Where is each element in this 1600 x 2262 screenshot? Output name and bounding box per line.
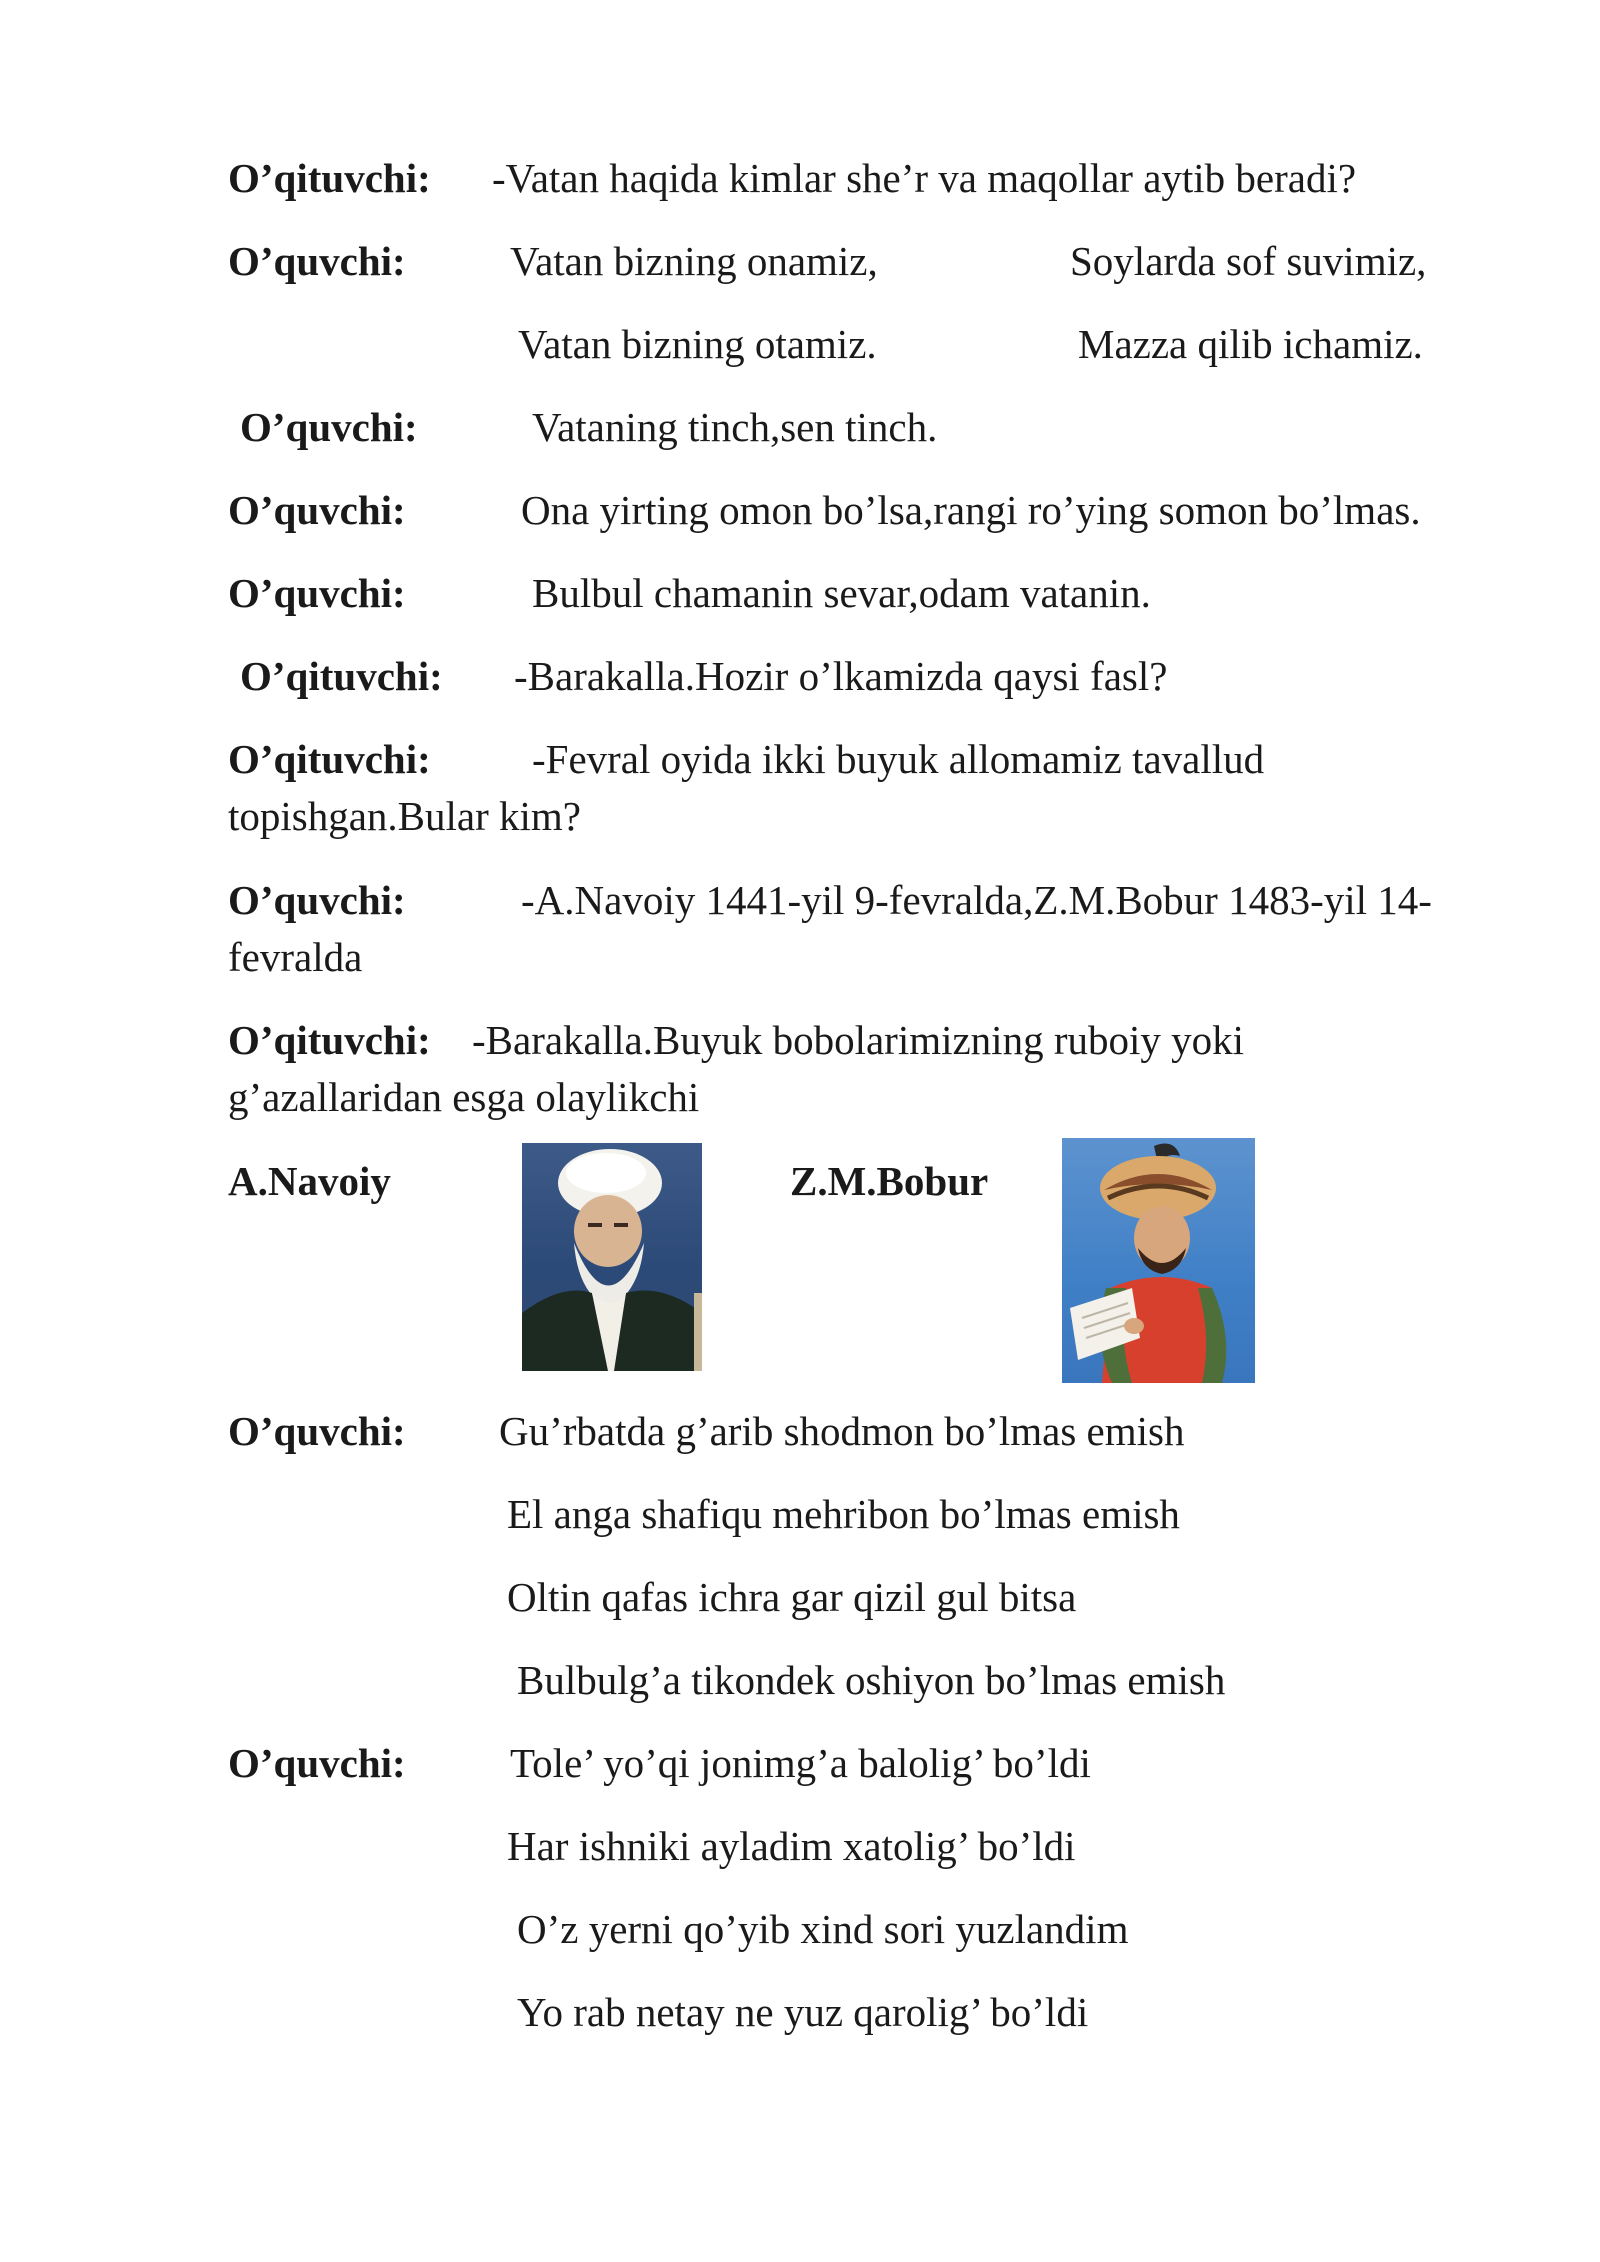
poem-line: Gu’rbatda g’arib shodmon bo’lmas emish (499, 1408, 1185, 1454)
dialogue-text: Bulbul chamanin sevar,odam vatanin. (532, 570, 1151, 616)
poem-line: Har ishniki ayladim xatolig’ bo’ldi (507, 1823, 1076, 1869)
poem-line: Bulbulg’a tikondek oshiyon bo’lmas emish (517, 1657, 1226, 1703)
navoiy-portrait-image (522, 1143, 702, 1371)
dialogue-text: Vataning tinch,sen tinch. (532, 404, 938, 450)
poem-line: Tole’ yo’qi jonimg’a balolig’ bo’ldi (510, 1740, 1091, 1786)
dialogue-text: Ona yirting omon bo’lsa,rangi ro’ying somon bo’lmas. (521, 487, 1421, 533)
poem-line: O’z yerni qo’yib xind sori yuzlandim (517, 1906, 1129, 1952)
dialogue-text: -Vatan haqida kimlar she’r va maqollar aytib beradi? (492, 155, 1357, 201)
dialogue-text-continuation: topishgan.Bular kim? (228, 793, 582, 839)
poem-line: Oltin qafas ichra gar qizil gul bitsa (507, 1574, 1077, 1620)
speaker-label: O’quvchi: (228, 1740, 406, 1786)
poem-line: El anga shafiqu mehribon bo’lmas emish (507, 1491, 1180, 1537)
speaker-label: O’qituvchi: (240, 653, 443, 699)
speaker-label: O’quvchi: (228, 877, 406, 923)
bobur-portrait-image (1062, 1138, 1255, 1383)
dialogue-text-continuation: fevralda (228, 934, 363, 980)
poem-line: Mazza qilib ichamiz. (1078, 321, 1423, 367)
poem-line: Yo rab netay ne yuz qarolig’ bo’ldi (517, 1989, 1089, 2035)
speaker-label: O’quvchi: (228, 487, 406, 533)
poem-line: Vatan bizning onamiz, (510, 238, 878, 284)
speaker-label: O’quvchi: (228, 238, 406, 284)
speaker-label: O’qituvchi: (228, 736, 431, 782)
navoiy-label: A.Navoiy (228, 1158, 391, 1204)
dialogue-text: -Barakalla.Buyuk bobolarimizning ruboiy yoki (472, 1017, 1245, 1063)
speaker-label: O’quvchi: (240, 404, 418, 450)
speaker-label: O’qituvchi: (228, 155, 431, 201)
speaker-label: O’quvchi: (228, 1408, 406, 1454)
dialogue-text: -Barakalla.Hozir o’lkamizda qaysi fasl? (514, 653, 1168, 699)
speaker-label: O’quvchi: (228, 570, 406, 616)
poem-line: Soylarda sof suvimiz, (1070, 238, 1427, 284)
dialogue-text-continuation: g’azallaridan esga olaylikchi (228, 1074, 700, 1120)
speaker-label: O’qituvchi: (228, 1017, 431, 1063)
poem-line: Vatan bizning otamiz. (518, 321, 877, 367)
bobur-label: Z.M.Bobur (790, 1158, 989, 1204)
dialogue-text: -Fevral oyida ikki buyuk allomamiz tavallud (532, 736, 1265, 782)
dialogue-text: -A.Navoiy 1441-yil 9-fevralda,Z.M.Bobur 1483-yil 14- (521, 877, 1432, 923)
